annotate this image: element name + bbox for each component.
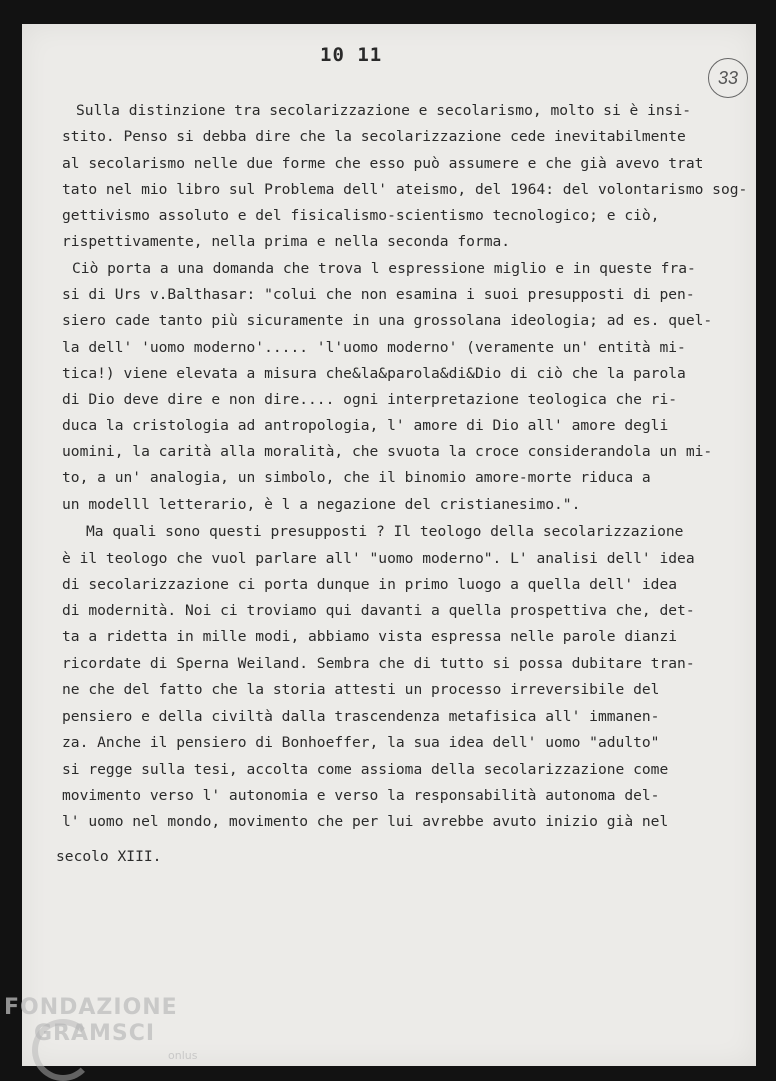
sheet-number-circle: 33 [708, 58, 748, 98]
text-line: movimento verso l' autonomia e verso la responsabilità autonoma del- [62, 787, 660, 804]
text-line: tato nel mio libro sul Problema dell' ateismo, del 1964: del volontarismo sog- [62, 181, 748, 198]
text-line: di modernità. Noi ci troviamo qui davanti a quella prospettiva che, det- [62, 602, 695, 619]
watermark-line-3: onlus [168, 1048, 198, 1062]
watermark-line-1: FONDAZIONE [4, 995, 178, 1020]
text-line: ricordate di Sperna Weiland. Sembra che di tutto si possa dubitare tran- [62, 655, 695, 672]
text-line: to, a un' analogia, un simbolo, che il binomio amore-morte riduca a [62, 469, 651, 486]
text-line: al secolarismo nelle due forme che esso può assumere e che già avevo trat [62, 155, 704, 172]
text-line: tica!) viene elevata a misura che&la&parola&di&Dio di ciò che la parola [62, 365, 686, 382]
text-line: si regge sulla tesi, accolta come assioma della secolarizzazione come [62, 761, 669, 778]
text-line: siero cade tanto più sicuramente in una grossolana ideologia; ad es. quel- [62, 312, 713, 329]
text-line: ta a ridetta in mille modi, abbiamo vista espressa nelle parole dianzi [62, 628, 678, 645]
text-line: un modelll letterario, è l a negazione del cristianesimo.". [62, 496, 581, 513]
text-line: secolo XIII. [56, 848, 162, 865]
page-number: 10 11 [320, 44, 383, 66]
watermark-line-2: GRAMSCI [34, 1021, 156, 1047]
text-line: di Dio deve dire e non dire.... ogni interpretazione teologica che ri- [62, 391, 678, 408]
text-line: duca la cristologia ad antropologia, l' amore di Dio all' amore degli [62, 417, 669, 434]
g-logo-icon [32, 1019, 94, 1081]
text-line: è il teologo che vuol parlare all' "uomo moderno". L' analisi dell' idea [62, 550, 695, 567]
text-line: gettivismo assoluto e del fisicalismo-scientismo tecnologico; e ciò, [62, 207, 660, 224]
text-line: di secolarizzazione ci porta dunque in primo luogo a quella dell' idea [62, 576, 678, 593]
text-line: stito. Penso si debba dire che la secolarizzazione cede inevitabilmente [62, 128, 686, 145]
text-line: si di Urs v.Balthasar: "colui che non esamina i suoi presupposti di pen- [62, 286, 695, 303]
text-line: za. Anche il pensiero di Bonhoeffer, la sua idea dell' uomo "adulto" [62, 734, 660, 751]
text-line: uomini, la carità alla moralità, che svuota la croce considerandola un mi- [62, 443, 713, 460]
text-line: rispettivamente, nella prima e nella seconda forma. [62, 233, 511, 250]
text-line: pensiero e della civiltà dalla trascendenza metafisica all' immanen- [62, 708, 660, 725]
text-line: la dell' 'uomo moderno'..... 'l'uomo moderno' (veramente un' entità mi- [62, 339, 686, 356]
fondazione-gramsci-watermark [4, 995, 197, 1063]
text-line: Sulla distinzione tra secolarizzazione e secolarismo, molto si è insi- [76, 102, 692, 119]
text-line: Ciò porta a una domanda che trova l espressione miglio e in queste fra- [72, 260, 696, 277]
text-line: ne che del fatto che la storia attesti un processo irreversibile del [62, 681, 660, 698]
text-line: l' uomo nel mondo, movimento che per lui avrebbe avuto inizio già nel [62, 813, 669, 830]
text-line: Ma quali sono questi presupposti ? Il teologo della secolarizzazione [86, 523, 684, 540]
